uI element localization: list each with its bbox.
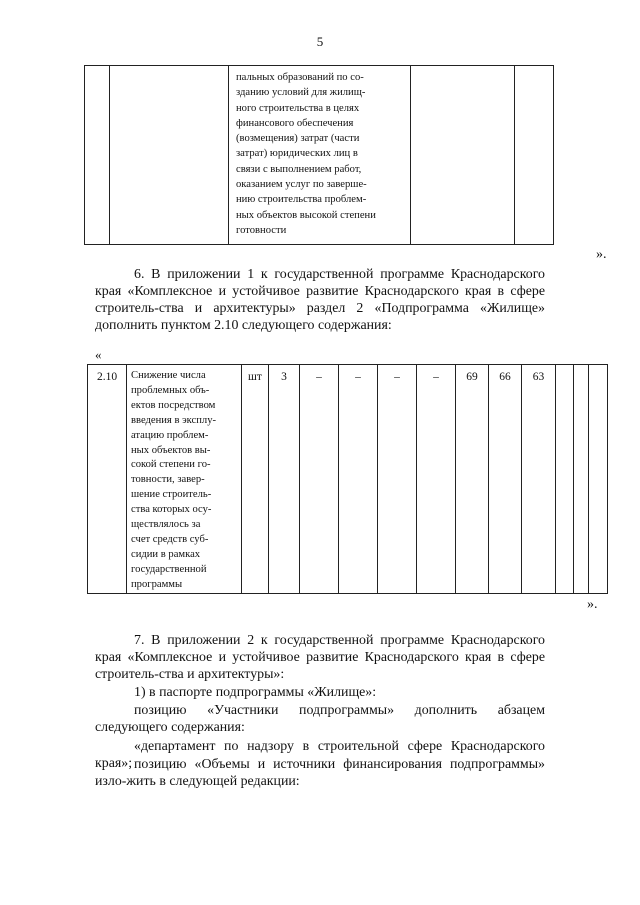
closing-quote: ».: [587, 597, 598, 612]
page-number: 5: [316, 34, 324, 49]
table-row: [88, 365, 608, 594]
value-cell: [589, 365, 608, 594]
list-item-1: 1) в паспорте подпрограммы «Жилище»:: [134, 685, 377, 700]
paragraph-financing: позицию «Объемы и источники финансирования подпрограммы» изло-жить в следующей редакции:: [95, 757, 545, 789]
value-cell: 66: [489, 365, 522, 594]
table-cell: [85, 66, 110, 245]
table-cell: [110, 66, 229, 245]
table-insert: [87, 364, 608, 594]
paragraph-participants: позицию «Участники подпрограммы» дополнить абзацем следующего содержания:: [95, 703, 545, 735]
paragraph-7: 7. В приложении 2 к государственной программе Краснодарского края «Комплексное и устойчивое развитие Краснодарского края в сфере строитель-ства и архитектуры»:: [95, 633, 545, 682]
table-cell-text: пальных образований по со- зданию условий для жилищ- ного строительства в целях финансового обеспечения (возмещения) затрат (части затрат) юридических лиц в связи с выполнением работ, оказанием услуг по заверше- нию строительства проблем- ных объектов высокой степени готовности: [236, 72, 376, 236]
table-cell: [411, 66, 515, 245]
value-cell: 3: [269, 365, 300, 594]
row-number-cell: 2.10: [88, 365, 127, 594]
paragraph-quote: «департамент по надзору в строительной сфере Краснодарского края»;: [95, 739, 545, 771]
table-continued: [84, 65, 554, 245]
indicator-name: Снижение числа проблемных объ- ектов посредством введения в эксплу- атацию проблем- ных объектов вы- сокой степени го- товности, завер- шение строитель- ства которых осу- ществлялось за счет средств суб- сидии в рамках государственной программы: [131, 370, 217, 590]
value-cell: 69: [456, 365, 489, 594]
value-cell: –: [339, 365, 378, 594]
value-cell: 63: [522, 365, 556, 594]
value-cell: [556, 365, 574, 594]
value-cell: –: [378, 365, 417, 594]
indicator-name-cell: [127, 365, 242, 594]
value-cell: –: [300, 365, 339, 594]
opening-quote: «: [95, 347, 102, 362]
value-cell: [574, 365, 589, 594]
value-cell: –: [417, 365, 456, 594]
table-cell: [515, 66, 554, 245]
unit-cell: шт: [242, 365, 269, 594]
closing-quote: ».: [596, 247, 607, 262]
table-cell: [229, 66, 411, 245]
paragraph-6: 6. В приложении 1 к государственной программе Краснодарского края «Комплексное и устойчивое развитие Краснодарского края в сфере строитель-ства и архитектуры» раздел 2 «Подпрограмма «Жилище» дополнить пунктом 2.10 следующего содержания:: [95, 267, 545, 333]
